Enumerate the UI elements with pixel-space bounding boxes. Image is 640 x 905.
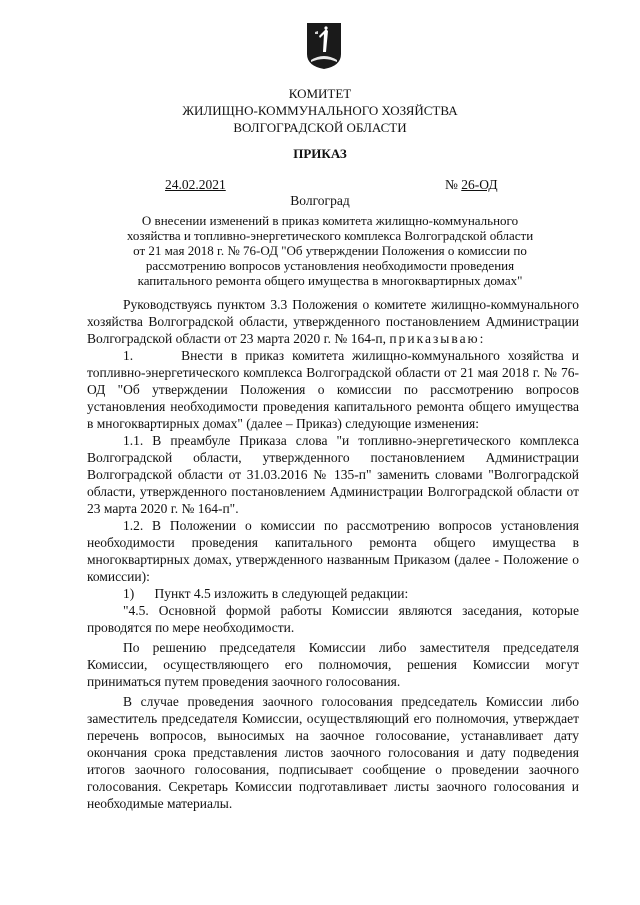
document-number [445,176,498,193]
paragraph-item-1-2: 1.2. В Положении о комиссии по рассмотрению вопросов установления необходимости проведения капитального ремонта общего имущества в многоквартирных домах, утвержденного названным Приказом (далее - Положение о комиссии): [87,518,579,584]
order-word: приказываю [389,331,480,346]
paragraph-clause-4-5: "4.5. Основной формой работы Комиссии являются заседания, которые проводятся по мере необходимости. [87,603,579,635]
org-line-1: КОМИТЕТ [288,86,352,101]
org-line-2: ЖИЛИЩНО-КОММУНАЛЬНОГО ХОЗЯЙСТВА [182,103,458,118]
document-type: ПРИКАЗ [293,146,347,161]
document-body [87,296,579,812]
subject-line: капитального ремонта общего имущества в многоквартирных домах" [137,273,523,288]
paragraph-item-1-1: 1.1. В преамбуле Приказа слова "и топливно-энергетического комплекса Волгоградской области, утвержденного постановлением Администрации Волгоградской области от 31.03.2016 № 135-п" заменить словами "Волгоградской области, утвержденного постановлением Администрации Волгоградской области от 23 марта 2020 г. № 164-п". [87,433,579,516]
subject-line: хозяйства и топливно-энергетического комплекса Волгоградской области [126,228,534,243]
paragraph-preamble [87,296,579,347]
subject-line: от 21 мая 2018 г. № 76-ОД "Об утверждении Положения о комиссии по [133,243,527,258]
subject-line: рассмотрению вопросов установления необходимости проведения [145,258,515,273]
paragraph-subitem-1: 1) Пункт 4.5 изложить в следующей редакции: [123,586,409,601]
document-date: 24.02.2021 [165,177,226,192]
number-value: 26-ОД [461,177,498,192]
org-line-3: ВОЛГОГРАДСКОЙ ОБЛАСТИ [233,120,407,135]
number-prefix: № [445,177,462,192]
paragraph-item-1: 1. Внести в приказ комитета жилищно-коммунального хозяйства и топливно-энергетического комплекса Волгоградской области от 21 мая 2018 г. № 76-ОД "Об утверждении Положения о комиссии по рассмотрению вопросов установления необходимости проведения капитального ремонта общего имущества в многоквартирных домах" (далее – Приказ) следующие изменения: [87,348,579,431]
preamble-text: Руководствуясь пунктом 3.3 Положения о комитете жилищно-коммунального хозяйства Волгоградской области, утвержденного постановлением Администрации Волгоградской области от 23 марта 2020 г. № 164-п, [87,297,579,346]
organization-header [0,85,640,136]
coat-of-arms-icon [306,22,342,70]
subject-line: О внесении изменений в приказ комитета жилищно-коммунального [141,213,519,228]
paragraph-absentee-vote: В случае проведения заочного голосования председатель Комиссии либо заместитель председателя Комиссии, осуществляющий его полномочия, утверждает перечень вопросов, выносимых на заочное голосование, устанавливает дату окончания срока представления листов заочного голосования и дату подведения итогов заочного голосования, подписывает сообщение о проведении заочного голосования. Секретарь Комиссии подготавливает листы заочного голосования и необходимые материалы. [87,694,579,811]
document-city: Волгоград [290,193,350,208]
document-subject [100,213,560,288]
preamble-end: : [479,331,484,346]
paragraph-decision: По решению председателя Комиссии либо заместителя председателя Комиссии, осуществляющего его полномочия, решения Комиссии могут приниматься путем проведения заочного голосования. [87,640,579,689]
